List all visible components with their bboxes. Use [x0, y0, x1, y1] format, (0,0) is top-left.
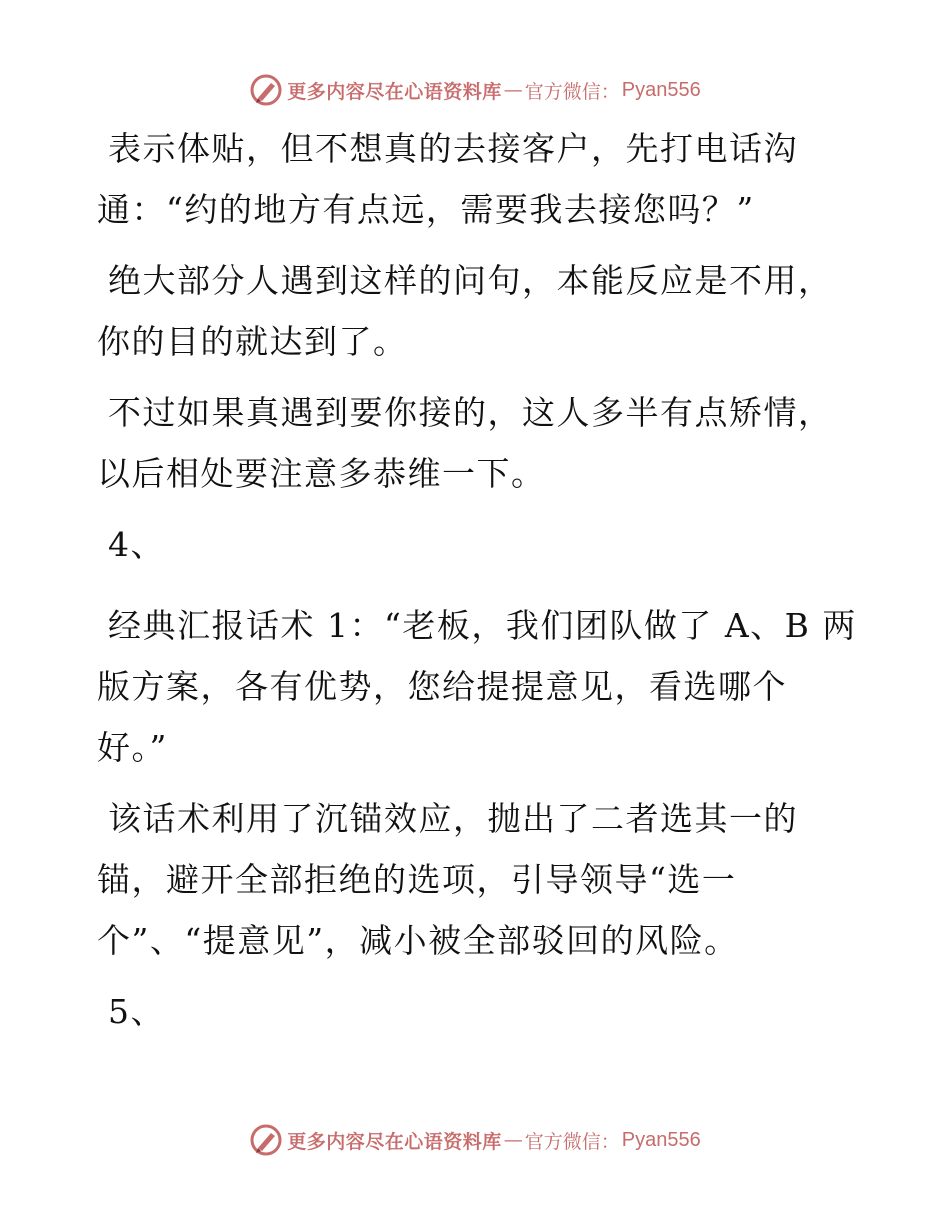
footer-separator: —	[503, 1129, 523, 1151]
header-separator: —	[503, 79, 523, 101]
section-number: 4、	[108, 525, 165, 564]
pen-logo-icon	[249, 73, 283, 107]
pen-logo-icon	[249, 1123, 283, 1157]
header-banner	[0, 70, 950, 110]
paragraph: 表示体贴，但不想真的去接客户，先打电话沟通：“约的地方有点远，需要我去接您吗？”	[97, 129, 798, 229]
paragraph: 绝大部分人遇到这样的问句，本能反应是不用，你的目的就达到了。	[97, 261, 833, 361]
paragraph: 不过如果真遇到要你接的，这人多半有点矫情，以后相处要注意多恭维一下。	[97, 393, 833, 493]
header-wechat-id: Pyan556	[621, 78, 701, 101]
section-number: 5、	[108, 992, 165, 1031]
header-text: 更多内容尽在心语资料库	[287, 80, 502, 103]
paragraph: 经典汇报话术 1：“老板，我们团队做了 A、B 两版方案，各有优势，您给提提意见，看选哪个好。”	[97, 606, 857, 767]
paragraph: 该话术利用了沉锚效应，抛出了二者选其一的锚，避开全部拒绝的选项，引导领导“选一个”、“提意见”，减小被全部驳回的风险。	[97, 799, 798, 960]
footer-banner	[0, 1120, 950, 1160]
footer-label: 官方微信：	[524, 1130, 620, 1153]
footer-text: 更多内容尽在心语资料库	[287, 1130, 502, 1153]
header-label: 官方微信：	[524, 80, 620, 103]
footer-wechat-id: Pyan556	[621, 1128, 701, 1151]
document-body	[97, 118, 857, 1062]
